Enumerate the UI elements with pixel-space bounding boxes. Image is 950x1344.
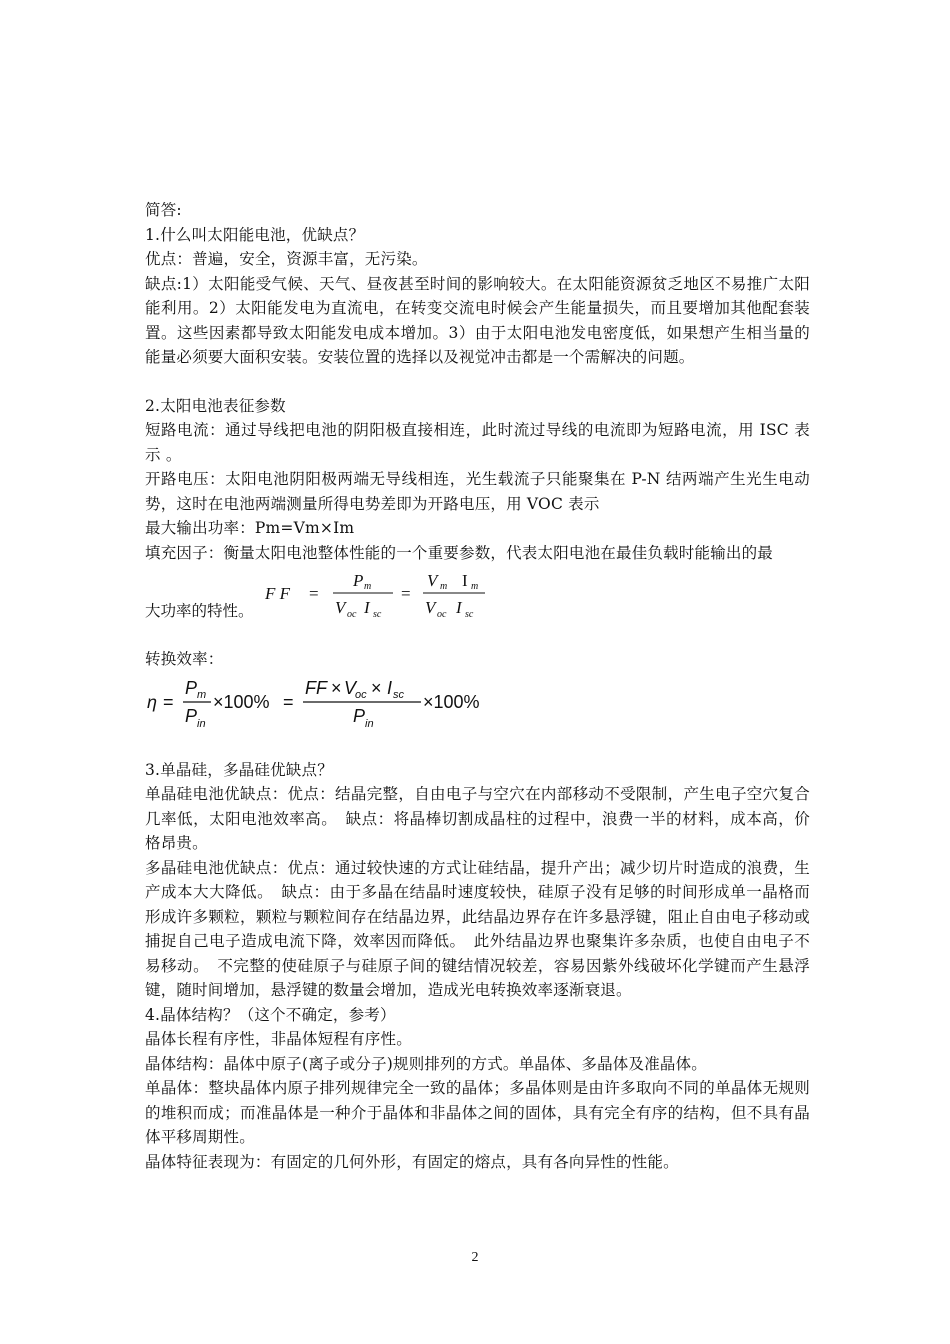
eta-eq2: = [283, 691, 294, 712]
q4-line4: 晶体特征表现为：有固定的几何外形，有固定的熔点，具有各向异性的性能。 [145, 1152, 679, 1171]
q4-line3: 单晶体：整块晶体内原子排列规律完全一致的晶体；多晶体则是由许多取向不同的单晶体无规则的堆积而成；而准晶体是一种介于晶体和非晶体之间的固体，具有完全有序的结构，但不具有晶体平移周期性。 [145, 1079, 810, 1146]
eta-eq1: = [163, 691, 174, 712]
q2-voc: 开路电压：太阳电池阴阳极两端无导线相连，光生载流子只能聚集在 P-N 结两端产生光生电动势，这时在电池两端测量所得电势差即为开路电压，用 VOC 表示 [145, 470, 810, 513]
eta-den1: P [185, 705, 198, 726]
q3-title: 3.单晶硅，多晶硅优缺点？ [145, 760, 333, 779]
q1-title: 1.什么叫太阳能电池，优缺点？ [145, 225, 365, 244]
page-number: 2 [471, 1250, 479, 1265]
eta-symbol: η [147, 691, 157, 712]
q2-title: 2.太阳电池表征参数 [145, 396, 286, 415]
eta-den2-sub: in [365, 717, 374, 730]
fill-factor-formula [263, 565, 523, 623]
q1-pros: 优点：普遍，安全，资源丰富，无污染。 [145, 250, 428, 268]
eta-num2-v: V [344, 677, 357, 698]
q2-ff-text-b: 大功率的特性。 [145, 601, 254, 620]
eta-num2-i: I [387, 677, 393, 698]
eta-num1-sub: m [197, 688, 207, 701]
q4-line1: 晶体长程有序性，非晶体短程有序性。 [145, 1030, 412, 1048]
eta-num2-i-sub: sc [393, 688, 404, 701]
ff-eq1: = [309, 584, 319, 603]
ff-f2-den-i-sub: sc [465, 609, 474, 620]
ff-f1-den-i-sub: sc [373, 609, 382, 620]
q3-mono: 单晶硅电池优缺点：优点：结晶完整，自由电子与空穴在内部移动不受限制，产生电子空穴复合几率低，太阳电池效率高。 缺点：将晶棒切割成晶柱的过程中，浪费一半的材料，成本高，价格昂贵。 [145, 785, 810, 852]
q2-pmax: 最大输出功率：Pm=Vm×Im [145, 519, 355, 537]
eta-num2-v-sub: oc [355, 688, 367, 701]
ff-f1-den-i: I [364, 598, 370, 617]
q1-cons: 缺点:1）太阳能受气候、天气、昼夜甚至时间的影响较大。在太阳能资源贫乏地区不易推广太阳能利用。2）太阳能发电为直流电，在转变交流电时候会产生能量损失，而且要增加其他配套装置。这些因素都导致太阳能发电成本增加。3）由于太阳电池发电密度低，如果想产生相当量的能量必须要大面积安装。安装位置的选择以及视觉冲击都是一个需解决的问题。 [145, 274, 810, 366]
ff-f1-den-v: V [335, 598, 346, 617]
efficiency-formula-row [145, 672, 810, 734]
ff-f2-num-v: V [427, 571, 438, 590]
efficiency-formula [145, 672, 505, 734]
eta-times100-b: ×100% [423, 691, 480, 712]
ff-f2-den-v-sub: oc [437, 609, 447, 620]
ff-f2-den-v: V [425, 598, 436, 617]
ff-f2-den-i: I [456, 598, 462, 617]
eta-num1: P [185, 677, 198, 698]
fill-factor-row [145, 565, 810, 623]
eta-den2: P [353, 705, 366, 726]
ff-lhs: F F [265, 584, 291, 603]
q4-title: 4.晶体结构？（这个不确定，参考） [145, 1005, 396, 1024]
ff-f1-num: P [353, 571, 364, 590]
eta-den1-sub: in [197, 717, 206, 730]
q2-ff-text-a: 填充因子：衡量太阳电池整体性能的一个重要参数，代表太阳电池在最佳负载时能输出的最 [145, 543, 774, 562]
ff-f2-num-i: I [462, 571, 468, 590]
q4-line2: 晶体结构：晶体中原子(离子或分子)规则排列的方式。单晶体、多晶体及准晶体。 [145, 1054, 707, 1073]
eta-times100-a: ×100% [213, 691, 270, 712]
ff-f1-num-sub: m [364, 581, 372, 592]
q3-poly: 多晶硅电池优缺点：优点：通过较快速的方式让硅结晶，提升产出；减少切片时造成的浪费，生产成本大大降低。 缺点：由于多晶在结晶时速度较快，硅原子没有足够的时间形成单一晶格而形成许多颗粒，颗粒与颗粒间存在结晶边界，此结晶边界存在许多悬浮键，阻止自由电子移动或捕捉自己电子造成电流下降，效率因而降低。 此外结晶边界也聚集许多杂质，也使自由电子不易移动。 不完整的使硅原子与硅原子间的键结情况较差，容易因紫外线破坏化学键而产生悬浮键，随时间增加，悬浮键的数量会增加，造成光电转换效率逐渐衰退。 [145, 858, 810, 999]
ff-f1-den-v-sub: oc [347, 609, 357, 620]
eta-num2-x1: × [331, 677, 342, 698]
section-heading: 简答: [145, 201, 182, 219]
eta-num2-x2: × [371, 677, 382, 698]
eta-num2-ff: FF [305, 677, 327, 698]
ff-f2-num-i-sub: m [471, 581, 479, 592]
q2-eff-label: 转换效率： [145, 650, 224, 668]
ff-eq2: = [401, 584, 411, 603]
document-body [145, 198, 810, 1174]
ff-f2-num-v-sub: m [440, 581, 448, 592]
q2-isc: 短路电流：通过导线把电池的阴阳极直接相连，此时流过导线的电流即为短路电流，用 ISC 表示 。 [145, 421, 810, 464]
